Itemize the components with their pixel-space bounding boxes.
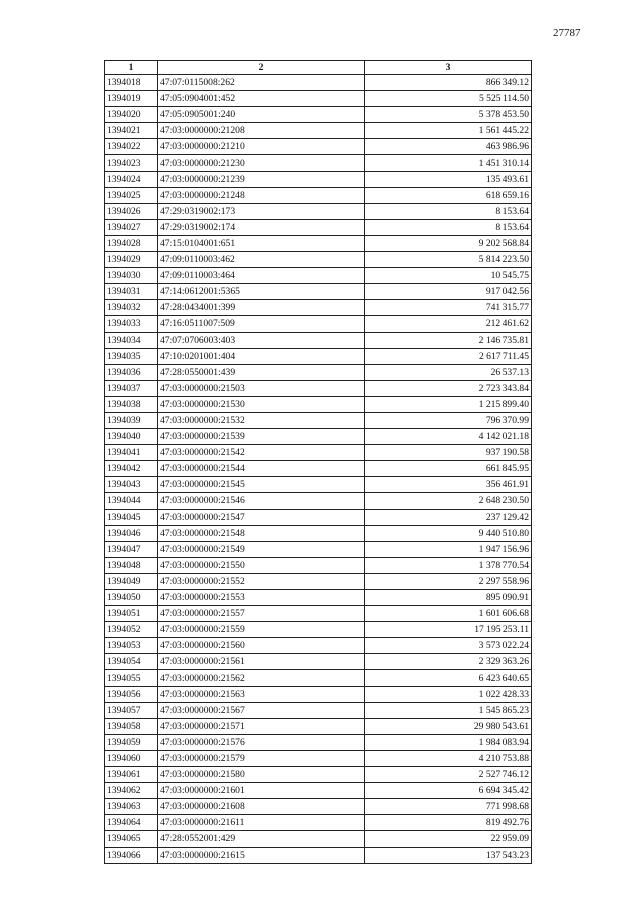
cadastral-number-cell: 47:03:0000000:21580 [158, 767, 365, 783]
table-row [105, 429, 532, 445]
value-cell: 661 845.95 [365, 461, 532, 477]
table-row [105, 91, 532, 107]
cadastral-number-cell: 47:03:0000000:21532 [158, 412, 365, 428]
table-row [105, 815, 532, 831]
table-row [105, 831, 532, 847]
table-row [105, 670, 532, 686]
table-row [105, 525, 532, 541]
cadastral-number-cell: 47:03:0000000:21560 [158, 638, 365, 654]
table-row [105, 734, 532, 750]
table-row [105, 75, 532, 91]
row-number-cell: 1394019 [105, 91, 158, 107]
row-number-cell: 1394029 [105, 252, 158, 268]
row-number-cell: 1394038 [105, 396, 158, 412]
value-cell: 463 986.96 [365, 139, 532, 155]
cadastral-number-cell: 47:28:0434001:399 [158, 300, 365, 316]
cadastral-number-cell: 47:03:0000000:21208 [158, 123, 365, 139]
value-cell: 237 129.42 [365, 509, 532, 525]
column-header-3: 3 [365, 61, 532, 75]
table-row [105, 187, 532, 203]
table-row [105, 767, 532, 783]
cadastral-number-cell: 47:03:0000000:21230 [158, 155, 365, 171]
row-number-cell: 1394032 [105, 300, 158, 316]
cadastral-number-cell: 47:03:0000000:21563 [158, 686, 365, 702]
row-number-cell: 1394031 [105, 284, 158, 300]
table-row [105, 654, 532, 670]
row-number-cell: 1394061 [105, 767, 158, 783]
value-cell: 356 461.91 [365, 477, 532, 493]
cadastral-number-cell: 47:03:0000000:21545 [158, 477, 365, 493]
row-number-cell: 1394049 [105, 573, 158, 589]
cadastral-number-cell: 47:05:0905001:240 [158, 107, 365, 123]
value-cell: 212 461.62 [365, 316, 532, 332]
cadastral-number-cell: 47:28:0550001:439 [158, 364, 365, 380]
row-number-cell: 1394058 [105, 718, 158, 734]
cadastral-number-cell: 47:05:0904001:452 [158, 91, 365, 107]
value-cell: 4 210 753.88 [365, 750, 532, 766]
value-cell: 1 378 770.54 [365, 557, 532, 573]
column-header-1: 1 [105, 61, 158, 75]
row-number-cell: 1394048 [105, 557, 158, 573]
table-row [105, 461, 532, 477]
cadastral-number-cell: 47:03:0000000:21615 [158, 847, 365, 863]
value-cell: 917 042.56 [365, 284, 532, 300]
table-row [105, 171, 532, 187]
cadastral-number-cell: 47:14:0612001:5365 [158, 284, 365, 300]
cadastral-number-cell: 47:10:0201001:404 [158, 348, 365, 364]
row-number-cell: 1394043 [105, 477, 158, 493]
table-row [105, 622, 532, 638]
row-number-cell: 1394021 [105, 123, 158, 139]
value-cell: 26 537.13 [365, 364, 532, 380]
row-number-cell: 1394042 [105, 461, 158, 477]
cadastral-number-cell: 47:29:0319002:174 [158, 219, 365, 235]
cadastral-number-cell: 47:03:0000000:21552 [158, 573, 365, 589]
row-number-cell: 1394030 [105, 268, 158, 284]
row-number-cell: 1394051 [105, 606, 158, 622]
table-row [105, 686, 532, 702]
value-cell: 2 146 735.81 [365, 332, 532, 348]
row-number-cell: 1394023 [105, 155, 158, 171]
table-row [105, 606, 532, 622]
row-number-cell: 1394026 [105, 203, 158, 219]
value-cell: 2 723 343.84 [365, 380, 532, 396]
row-number-cell: 1394054 [105, 654, 158, 670]
table-row [105, 396, 532, 412]
row-number-cell: 1394059 [105, 734, 158, 750]
row-number-cell: 1394025 [105, 187, 158, 203]
row-number-cell: 1394044 [105, 493, 158, 509]
cadastral-number-cell: 47:03:0000000:21557 [158, 606, 365, 622]
row-number-cell: 1394052 [105, 622, 158, 638]
row-number-cell: 1394041 [105, 445, 158, 461]
table-row [105, 107, 532, 123]
cadastral-number-cell: 47:03:0000000:21544 [158, 461, 365, 477]
value-cell: 6 694 345.42 [365, 783, 532, 799]
cadastral-number-cell: 47:03:0000000:21530 [158, 396, 365, 412]
value-cell: 29 980 543.61 [365, 718, 532, 734]
cadastral-number-cell: 47:03:0000000:21539 [158, 429, 365, 445]
cadastral-number-cell: 47:03:0000000:21542 [158, 445, 365, 461]
cadastral-number-cell: 47:03:0000000:21611 [158, 815, 365, 831]
value-cell: 1 947 156.96 [365, 541, 532, 557]
column-header-2: 2 [158, 61, 365, 75]
table-row [105, 573, 532, 589]
table-row [105, 638, 532, 654]
row-number-cell: 1394028 [105, 235, 158, 251]
table-row [105, 219, 532, 235]
table-row [105, 235, 532, 251]
table-row [105, 445, 532, 461]
table-row [105, 123, 532, 139]
table-header-row [105, 61, 532, 75]
value-cell: 2 297 558.96 [365, 573, 532, 589]
cadastral-number-cell: 47:29:0319002:173 [158, 203, 365, 219]
row-number-cell: 1394063 [105, 799, 158, 815]
value-cell: 1 215 899.40 [365, 396, 532, 412]
value-cell: 2 617 711.45 [365, 348, 532, 364]
value-cell: 1 545 865.23 [365, 702, 532, 718]
row-number-cell: 1394045 [105, 509, 158, 525]
table-row [105, 847, 532, 863]
cadastral-number-cell: 47:03:0000000:21248 [158, 187, 365, 203]
value-cell: 2 648 230.50 [365, 493, 532, 509]
table-row [105, 541, 532, 557]
table-row [105, 380, 532, 396]
value-cell: 17 195 253.11 [365, 622, 532, 638]
value-cell: 5 814 223.50 [365, 252, 532, 268]
value-cell: 3 573 022.24 [365, 638, 532, 654]
cadastral-number-cell: 47:03:0000000:21579 [158, 750, 365, 766]
row-number-cell: 1394062 [105, 783, 158, 799]
table-row [105, 750, 532, 766]
row-number-cell: 1394034 [105, 332, 158, 348]
cadastral-number-cell: 47:09:0110003:462 [158, 252, 365, 268]
table-row [105, 718, 532, 734]
value-cell: 937 190.58 [365, 445, 532, 461]
value-cell: 1 984 083.94 [365, 734, 532, 750]
row-number-cell: 1394035 [105, 348, 158, 364]
row-number-cell: 1394056 [105, 686, 158, 702]
table-row [105, 252, 532, 268]
cadastral-number-cell: 47:15:0104001:651 [158, 235, 365, 251]
value-cell: 2 329 363.26 [365, 654, 532, 670]
row-number-cell: 1394040 [105, 429, 158, 445]
value-cell: 1 451 310.14 [365, 155, 532, 171]
table-row [105, 300, 532, 316]
row-number-cell: 1394036 [105, 364, 158, 380]
value-cell: 1 561 445.22 [365, 123, 532, 139]
value-cell: 22 959.09 [365, 831, 532, 847]
row-number-cell: 1394057 [105, 702, 158, 718]
table-row [105, 557, 532, 573]
value-cell: 819 492.76 [365, 815, 532, 831]
cadastral-number-cell: 47:03:0000000:21601 [158, 783, 365, 799]
cadastral-number-cell: 47:03:0000000:21503 [158, 380, 365, 396]
cadastral-number-cell: 47:03:0000000:21576 [158, 734, 365, 750]
row-number-cell: 1394027 [105, 219, 158, 235]
table-row [105, 332, 532, 348]
value-cell: 796 370.99 [365, 412, 532, 428]
value-cell: 5 378 453.50 [365, 107, 532, 123]
row-number-cell: 1394020 [105, 107, 158, 123]
row-number-cell: 1394033 [105, 316, 158, 332]
page-number: 27787 [553, 27, 581, 39]
value-cell: 771 998.68 [365, 799, 532, 815]
cadastral-number-cell: 47:09:0110003:464 [158, 268, 365, 284]
value-cell: 2 527 746.12 [365, 767, 532, 783]
value-cell: 618 659.16 [365, 187, 532, 203]
cadastral-number-cell: 47:03:0000000:21210 [158, 139, 365, 155]
value-cell: 9 440 510.80 [365, 525, 532, 541]
cadastral-number-cell: 47:03:0000000:21608 [158, 799, 365, 815]
row-number-cell: 1394066 [105, 847, 158, 863]
cadastral-number-cell: 47:03:0000000:21546 [158, 493, 365, 509]
cadastral-number-cell: 47:28:0552001:429 [158, 831, 365, 847]
table-row [105, 412, 532, 428]
cadastral-number-cell: 47:07:0115008:262 [158, 75, 365, 91]
cadastral-number-cell: 47:03:0000000:21550 [158, 557, 365, 573]
value-cell: 1 601 606.68 [365, 606, 532, 622]
row-number-cell: 1394064 [105, 815, 158, 831]
table-row [105, 783, 532, 799]
cadastral-number-cell: 47:03:0000000:21559 [158, 622, 365, 638]
table-row [105, 268, 532, 284]
table-row [105, 364, 532, 380]
row-number-cell: 1394024 [105, 171, 158, 187]
row-number-cell: 1394055 [105, 670, 158, 686]
value-cell: 4 142 021.18 [365, 429, 532, 445]
row-number-cell: 1394022 [105, 139, 158, 155]
table-body [105, 75, 532, 864]
table-row [105, 284, 532, 300]
row-number-cell: 1394065 [105, 831, 158, 847]
table-row [105, 155, 532, 171]
table-row [105, 316, 532, 332]
cadastral-number-cell: 47:03:0000000:21548 [158, 525, 365, 541]
cadastral-number-cell: 47:07:0706003:403 [158, 332, 365, 348]
cadastral-number-cell: 47:03:0000000:21547 [158, 509, 365, 525]
row-number-cell: 1394060 [105, 750, 158, 766]
table-row [105, 139, 532, 155]
cadastral-number-cell: 47:03:0000000:21239 [158, 171, 365, 187]
row-number-cell: 1394046 [105, 525, 158, 541]
value-cell: 10 545.75 [365, 268, 532, 284]
value-cell: 895 090.91 [365, 590, 532, 606]
value-cell: 6 423 640.65 [365, 670, 532, 686]
value-cell: 135 493.61 [365, 171, 532, 187]
value-cell: 866 349.12 [365, 75, 532, 91]
row-number-cell: 1394053 [105, 638, 158, 654]
value-cell: 9 202 568.84 [365, 235, 532, 251]
cadastral-number-cell: 47:03:0000000:21561 [158, 654, 365, 670]
table-row [105, 702, 532, 718]
table-row [105, 203, 532, 219]
cadastral-number-cell: 47:03:0000000:21567 [158, 702, 365, 718]
value-cell: 8 153.64 [365, 219, 532, 235]
row-number-cell: 1394047 [105, 541, 158, 557]
cadastral-number-cell: 47:03:0000000:21571 [158, 718, 365, 734]
table-row [105, 493, 532, 509]
cadastral-number-cell: 47:03:0000000:21562 [158, 670, 365, 686]
table-row [105, 509, 532, 525]
table-row [105, 799, 532, 815]
value-cell: 741 315.77 [365, 300, 532, 316]
row-number-cell: 1394039 [105, 412, 158, 428]
value-cell: 1 022 428.33 [365, 686, 532, 702]
table-row [105, 477, 532, 493]
row-number-cell: 1394050 [105, 590, 158, 606]
row-number-cell: 1394018 [105, 75, 158, 91]
value-cell: 5 525 114.50 [365, 91, 532, 107]
cadastral-number-cell: 47:16:0511007:509 [158, 316, 365, 332]
value-cell: 137 543.23 [365, 847, 532, 863]
table-row [105, 348, 532, 364]
cadastral-value-table [104, 60, 532, 864]
value-cell: 8 153.64 [365, 203, 532, 219]
table-row [105, 590, 532, 606]
cadastral-number-cell: 47:03:0000000:21553 [158, 590, 365, 606]
row-number-cell: 1394037 [105, 380, 158, 396]
cadastral-number-cell: 47:03:0000000:21549 [158, 541, 365, 557]
